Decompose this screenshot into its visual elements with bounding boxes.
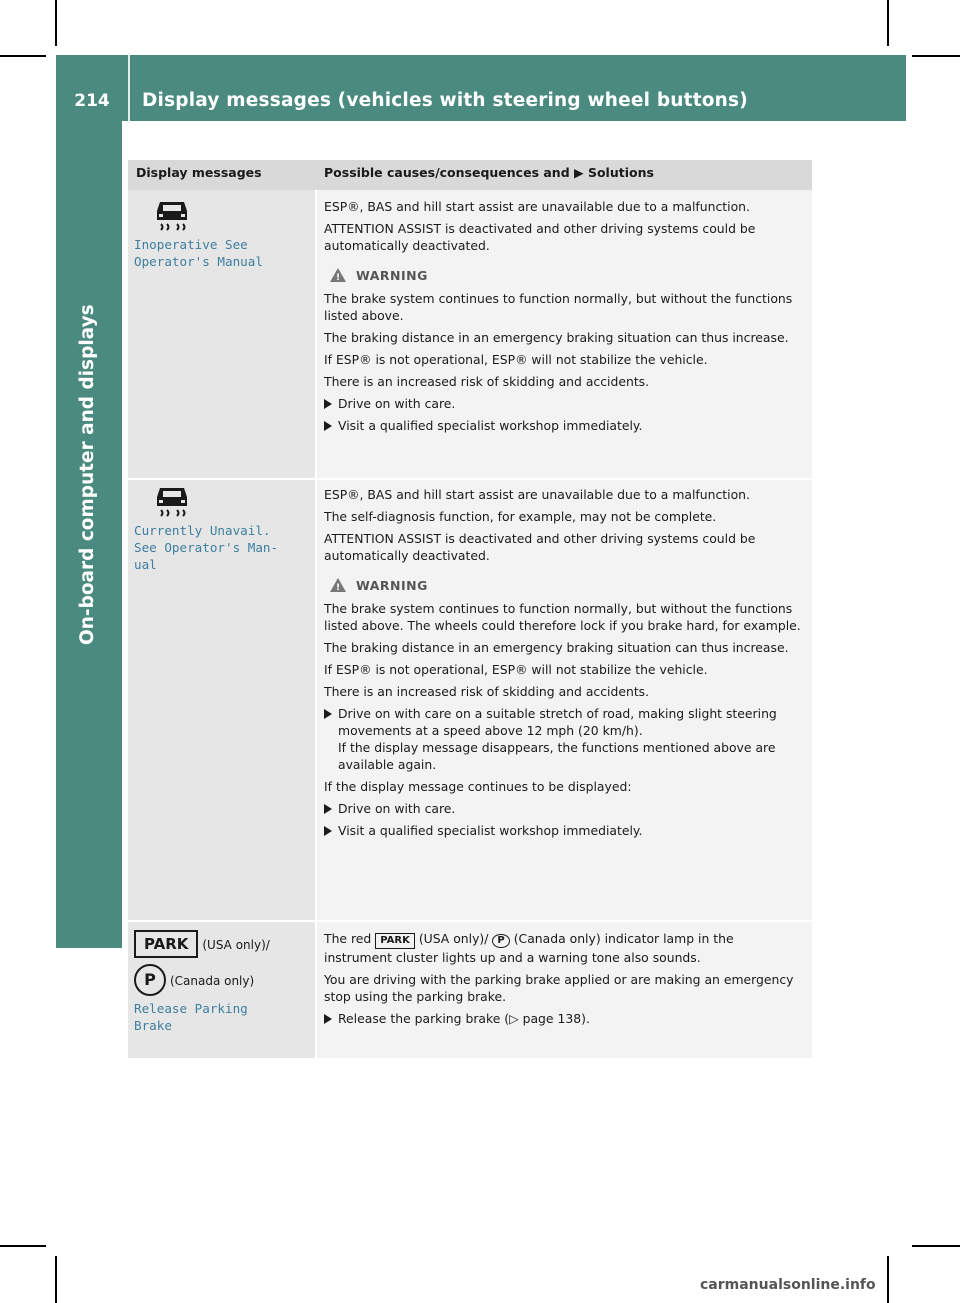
warning-text: There is an increased risk of skidding and accidents. <box>324 374 650 389</box>
warning-text: The brake system continues to function normally, but without the functions listed above. The wheels could therefore lock if you brake hard, for example. <box>324 601 801 633</box>
page-header <box>56 55 906 121</box>
display-message-text: Inoperative See Operator's Manual <box>134 237 263 269</box>
solution-step: Visit a qualified specialist workshop immediately. <box>324 417 804 434</box>
warning-heading: !WARNING <box>330 266 804 284</box>
solution-step: Drive on with care. <box>324 395 804 412</box>
display-message-text: Release Parking Brake <box>134 1001 248 1033</box>
parking-brake-circle-icon: P <box>134 964 166 996</box>
warning-text: If ESP® is not operational, ESP® will not stabilize the vehicle. <box>324 662 708 677</box>
cause-text: ESP®, BAS and hill start assist are unavailable due to a malfunction. <box>324 199 750 214</box>
table-row-left-cell <box>134 484 306 573</box>
table-row-right-cell <box>324 486 804 844</box>
cause-text: ATTENTION ASSIST is deactivated and other driving systems could be automatically deactivated. <box>324 531 756 563</box>
park-indicator-icon: PARK <box>134 930 198 958</box>
table-column-left <box>128 160 315 1058</box>
cause-text: You are driving with the parking brake applied or are making an emergency stop using the parking brake. <box>324 972 794 1004</box>
warning-heading: !WARNING <box>330 576 804 594</box>
table-header-causes-solutions: Possible causes/consequences and ▶ Solutions <box>324 165 654 180</box>
crop-mark <box>55 0 57 46</box>
solution-step: Drive on with care. <box>324 800 804 817</box>
crop-mark <box>912 55 960 57</box>
condition-text: If the display message continues to be displayed: <box>324 779 632 794</box>
header-divider <box>128 55 130 121</box>
crop-mark <box>887 1256 889 1303</box>
page-number: 214 <box>74 91 110 111</box>
page-title: Display messages (vehicles with steering wheel buttons) <box>142 90 748 111</box>
crop-mark <box>912 1245 960 1247</box>
solution-step: Release the parking brake (▷ page 138). <box>324 1010 804 1027</box>
crop-mark <box>55 1256 57 1303</box>
cause-text: The red PARK (USA only)/ P (Canada only) indicator lamp in the instrument cluster lights up and a warning tone also sounds. <box>324 931 734 965</box>
warning-text: The braking distance in an emergency braking situation can thus increase. <box>324 330 789 345</box>
table-row-left-cell <box>134 198 306 270</box>
table-row-right-cell <box>324 198 804 439</box>
esp-skid-icon <box>152 484 192 520</box>
solution-step: Visit a qualified specialist workshop immediately. <box>324 822 804 839</box>
table-row-right-cell <box>324 930 804 1032</box>
crop-mark <box>887 0 889 46</box>
warning-triangle-icon <box>330 578 346 592</box>
solution-step: Drive on with care on a suitable stretch of road, making slight steering movements at a speed above 12 mph (20 km/h). If the display message disappears, the functions mentioned above are available again. <box>324 705 804 773</box>
display-messages-table <box>128 160 812 1058</box>
watermark: carmanualsonline.info <box>700 1277 876 1293</box>
row-divider <box>128 920 812 922</box>
cause-text: ATTENTION ASSIST is deactivated and other driving systems could be automatically deactivated. <box>324 221 756 253</box>
warning-text: The brake system continues to function normally, but without the functions listed above. <box>324 291 793 323</box>
table-header-row <box>128 160 812 190</box>
warning-text: There is an increased risk of skidding and accidents. <box>324 684 650 699</box>
crop-mark <box>0 1245 46 1247</box>
cause-text: The self-diagnosis function, for example, may not be complete. <box>324 509 717 524</box>
park-indicator-icon: PARK <box>375 933 415 949</box>
warning-text: The braking distance in an emergency braking situation can thus increase. <box>324 640 789 655</box>
row-divider <box>128 478 812 480</box>
section-side-label: On-board computer and displays <box>77 304 98 645</box>
parking-brake-circle-icon: P <box>492 934 509 948</box>
crop-mark <box>0 55 46 57</box>
table-row-left-cell: PARK (USA only)/ P (Canada only) Release Parking Brake <box>134 930 306 1034</box>
esp-skid-icon <box>152 198 192 234</box>
cause-text: ESP®, BAS and hill start assist are unavailable due to a malfunction. <box>324 487 750 502</box>
warning-text: If ESP® is not operational, ESP® will not stabilize the vehicle. <box>324 352 708 367</box>
table-header-display-messages: Display messages <box>136 165 262 180</box>
warning-triangle-icon <box>330 268 346 282</box>
display-message-text: Currently Unavail. See Operator's Man- ual <box>134 523 279 572</box>
